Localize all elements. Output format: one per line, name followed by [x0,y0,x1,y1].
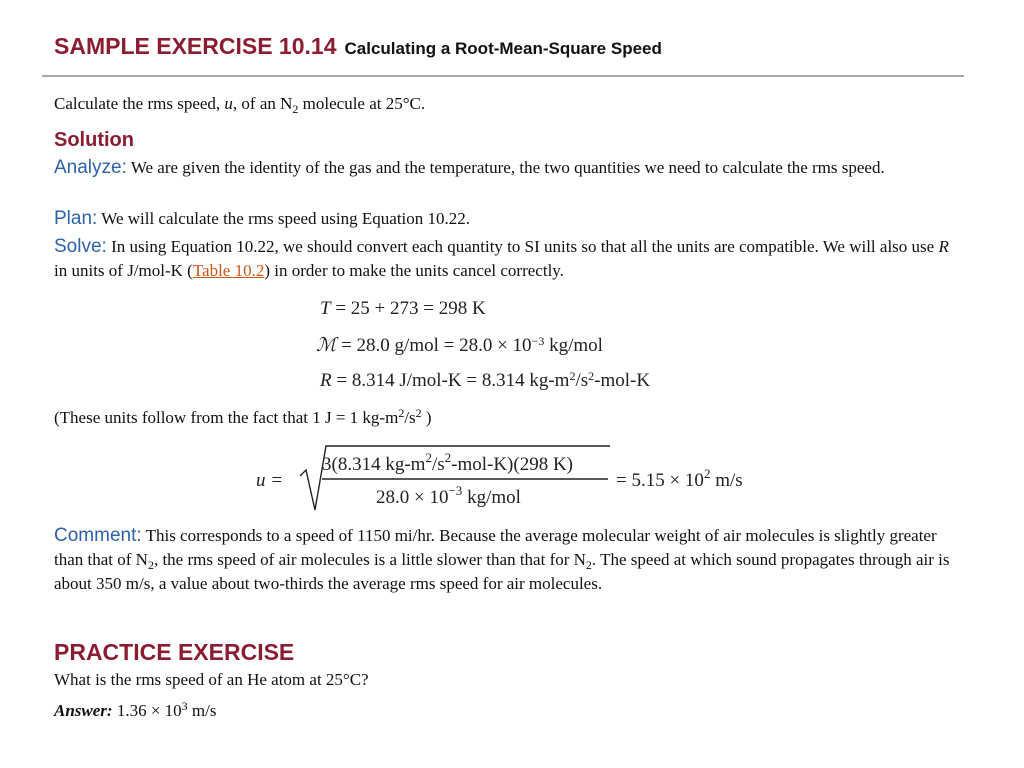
question-part: , of an N [232,94,293,113]
answer-label: Answer: [54,701,113,720]
eq-text: kg/mol [544,335,603,356]
note-exponent: 2 [398,406,405,420]
question-part: Calculate the rms speed, [54,94,225,113]
question-variable: u [224,94,233,113]
rms-denominator: $28.0 \times 10^{-3}$ kg/mol [376,483,521,508]
title-main: SAMPLE EXERCISE 10.14 [54,33,337,59]
eq-exponent: 2 [569,369,576,383]
eq-text: = 8.314 J/mol-K = 8.314 kg-m [331,370,570,391]
comment-subscript: 2 [585,558,592,572]
rms-result: = $5.15 \times 10^2$ m/s [616,466,743,491]
note-text: (These units follow from the fact that 1 J = 1 kg-m [54,408,399,427]
note-text: ) [421,408,432,427]
rms-numerator: 3(8.314 $kg-m^2/s^2-mol-K)(298$ K) [322,450,574,475]
eq-symbol: ℳ [316,335,337,356]
solve-label: Solve: [54,236,107,257]
comment-label: Comment: [54,525,142,546]
question-text [54,92,964,116]
note-text: /s [404,408,416,427]
units-note [54,406,964,430]
exercise-title [54,33,662,60]
equation-temperature [320,298,486,320]
plan-text: We will calculate the rms speed using Equation 10.22. [97,209,471,228]
analyze-text: We are given the identity of the gas and the temperature, the two quantities we need to calculate the rms speed. [126,158,885,177]
equation-molar-mass [316,334,603,357]
table-link[interactable]: Table 10.2 [192,261,265,280]
solve-variable: R [938,237,949,256]
practice-answer [54,699,964,723]
practice-question: What is the rms speed of an He atom at 25°C? [54,670,369,689]
answer-text: m/s [187,701,217,720]
eq-exponent: −3 [531,334,545,348]
comment-paragraph [54,524,964,596]
eq-symbol: R [320,370,332,391]
question-part: molecule at 25°C. [298,94,426,113]
comment-text: . The speed at which sound propagates through air is about 350 m/s, a value about two-thirds the average rms speed for air molecules. [54,550,950,593]
solution-heading: Solution [54,129,134,151]
eq-text: = 28.0 g/mol = 28.0 × 10 [336,335,532,356]
solve-text: ) in order to make the units cancel correctly. [264,261,564,280]
question-subscript: 2 [292,102,299,116]
solve-text: In using Equation 10.22, we should convert each quantity to SI units so that all the units are compatible. We will also use [106,237,939,256]
answer-exponent: 3 [181,699,188,713]
analyze-label: Analyze: [54,157,127,178]
plan-label: Plan: [54,208,98,229]
solve-paragraph [54,235,964,283]
answer-text: 1.36 × 10 [112,701,182,720]
comment-text: This corresponds to a speed of 1150 mi/hr. Because the average molecular weight of air molecules is slightly greater than that of N [54,526,937,569]
eq-text: -mol-K [594,370,651,391]
title-subtitle: Calculating a Root-Mean-Square Speed [344,39,662,58]
comment-text: , the rms speed of air molecules is a little slower than that for N [153,550,586,569]
rms-lhs: u = [256,470,284,491]
practice-heading: PRACTICE EXERCISE [54,639,295,665]
analyze-paragraph [54,156,964,180]
comment-subscript: 2 [147,558,154,572]
equation-gas-constant [320,370,650,392]
plan-paragraph [54,207,964,231]
eq-text: /s [575,370,589,391]
eq-symbol: T [320,298,331,319]
rms-speed-equation [252,440,792,520]
eq-text: = 25 + 273 = 298 K [330,298,486,319]
eq-exponent: 2 [588,369,595,383]
solve-text: in units of J/mol-K ( [54,261,193,280]
note-exponent: 2 [415,406,422,420]
title-divider [42,75,964,77]
